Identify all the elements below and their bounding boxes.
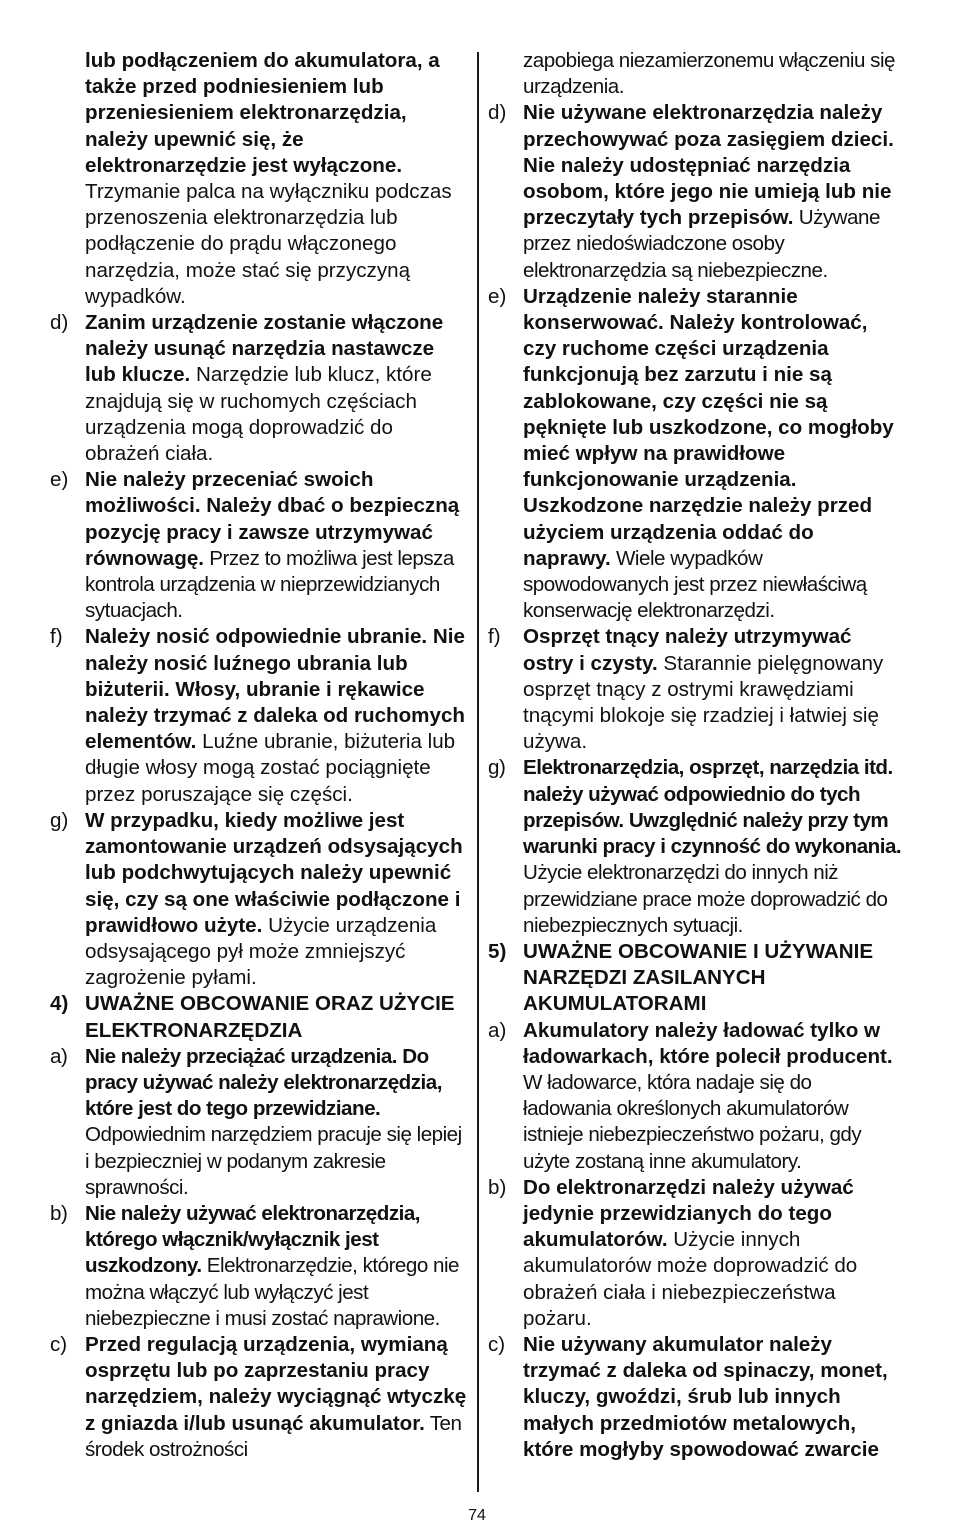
item-text: Ten środek ostrożności: [85, 1411, 462, 1461]
section-number: 5): [488, 939, 507, 963]
item-text: Używane przez niedoświadczone osoby elektronarzędzia są niebezpieczne.: [523, 206, 880, 282]
left-item-f: [50, 624, 468, 807]
left-continuation: [50, 48, 468, 310]
item-bold-text: Osprzęt tnący należy utrzymywać ostry i czysty.: [523, 625, 852, 675]
item-bold-text: Nie używane elektronarzędzia należy przechowywać poza zasięgiem dzieci. Nie należy udostępniać narzędzia osobom, które jego nie umieją lub nie przeczytały tych przepisów.: [523, 101, 894, 230]
right-item-d: [488, 100, 904, 283]
item-text: W ładowarce, która nadaje się do ładowania określonych akumulatorów istnieje niebezpieczeństwo pożaru, gdy użyte zostaną inne akumulatory.: [523, 1070, 862, 1173]
item-label: e): [50, 468, 69, 492]
item-label: f): [488, 625, 501, 649]
item-bold-text: Nie należy przeciążać urządzenia. Do pracy używać należy elektronarzędzia, które jest do tego przewidziane.: [85, 1044, 442, 1121]
item-label: d): [50, 311, 69, 335]
left-item-a: [50, 1044, 468, 1201]
right-item-f: [488, 624, 904, 755]
item-text: Narzędzie lub klucz, które znajdują się w ruchomych częściach urządzenia mogą doprowadzić do obrażeń ciała.: [85, 363, 432, 466]
left-item-b: [50, 1201, 468, 1332]
item-label: b): [50, 1201, 68, 1225]
item-bold-text: lub podłączeniem do akumulatora, a także przed podniesieniem lub przeniesieniem elektronarzędzia, należy upewnić się, że elektronarzędzie jest wyłączone.: [85, 49, 440, 177]
section-title: UWAŻNE OBCOWANIE I UŻYWANIE NARZĘDZI ZASILANYCH AKUMULATORAMI: [523, 939, 874, 1016]
item-text: zapobiega niezamierzonemu włączeniu się urządzenia.: [523, 49, 896, 99]
item-bold-text: W przypadku, kiedy możliwe jest zamontowanie urządzeń odsysających lub podchwytujących należy upewnić się, czy są one właściwie podłączone i prawidłowo użyte.: [85, 808, 463, 937]
item-label: d): [488, 101, 507, 125]
right-item-b: [488, 1175, 904, 1332]
item-text: Odpowiednim narzędziem pracuje się lepiej i bezpieczniej w podanym zakresie sprawności.: [85, 1123, 462, 1199]
item-label: f): [50, 625, 63, 649]
section-title: UWAŻNE OBCOWANIE ORAZ UŻYCIE ELEKTRONARZĘDZIA: [85, 992, 455, 1042]
item-bold-text: Urządzenie należy starannie konserwować. Należy kontrolować, czy ruchome części urządzenia funkcjonują bez zarzutu i nie są zablokowane, czy części nie są pęknięte lub uszkodzone, co mogłoby mieć wpływ na prawidłowe funkcjonowanie urządzenia. Uszkodzone narzędzie należy przed użyciem urządzenia oddać do naprawy.: [523, 284, 894, 570]
section-5-heading: [488, 939, 904, 1018]
item-bold-text: Elektronarzędzia, osprzęt, narzędzia itd. należy używać odpowiednio do tych przepisów. Uwzględnić należy przy tym warunki pracy i czynność do wykonania.: [523, 756, 902, 859]
item-label: b): [488, 1175, 507, 1199]
left-item-g: [50, 808, 468, 991]
item-text: Użycie elektronarzędzi do innych niż przewidziane prace może doprowadzić do niebezpiecznych sytuacji.: [523, 861, 888, 937]
right-item-g: [488, 755, 904, 938]
item-bold-text: Do elektronarzędzi należy używać jedynie przewidzianych do tego akumulatorów.: [523, 1175, 854, 1252]
item-text: Elektronarzędzie, którego nie można włączyć lub wyłączyć jest niebezpieczne i musi zostać naprawione.: [85, 1254, 459, 1330]
right-item-e: [488, 284, 904, 625]
item-text: Luźne ubranie, biżuteria lub długie włosy mogą zostać pociągnięte przez poruszające się części.: [85, 730, 456, 806]
item-bold-text: Należy nosić odpowiednie ubranie. Nie należy nosić luźnego ubrania lub biżuterii. Włosy, ubranie i rękawice należy trzymać z daleka od ruchomych elementów.: [85, 625, 465, 754]
section-4-heading: [50, 991, 468, 1043]
item-bold-text: Przed regulacją urządzenia, wymianą osprzętu lub po zaprzestaniu pracy narzędziem, należy wyciągnąć wtyczkę z gniazda i/lub usunąć akumulator.: [85, 1332, 467, 1435]
section-number: 4): [50, 992, 69, 1016]
page-number: 74: [468, 1507, 486, 1524]
item-bold-text: Nie używany akumulator należy trzymać z daleka od spinaczy, monet, kluczy, gwoździ, śrub lub innych małych przedmiotów metalowych, które mogłyby spowodować zwarcie: [523, 1332, 888, 1461]
left-item-e: [50, 467, 468, 624]
column-divider: [477, 52, 479, 1492]
item-label: c): [488, 1332, 506, 1356]
item-bold-text: Nie należy przeceniać swoich możliwości. Należy dbać o bezpieczną pozycję pracy i zawsze utrzymywać równowagę.: [85, 468, 460, 570]
item-text: Użycie urządzenia odsysającego pył może zmniejszyć zagrożenie pyłami.: [85, 913, 437, 990]
item-label: g): [488, 756, 506, 780]
right-continuation: [488, 48, 904, 100]
item-label: a): [488, 1018, 507, 1042]
right-item-a: [488, 1018, 904, 1175]
right-column: [488, 48, 904, 1463]
item-text: Starannie pielęgnowany osprzęt tnący z ostrymi krawędziami tnącymi blokoje się rzadziej i łatwiej się używa.: [523, 651, 884, 754]
left-column: [50, 48, 468, 1463]
item-label: c): [50, 1332, 68, 1356]
item-label: a): [50, 1044, 68, 1068]
item-bold-text: Nie należy używać elektronarzędzia, którego włącznik/wyłącznik jest uszkodzony.: [85, 1201, 421, 1278]
item-bold-text: Zanim urządzenie zostanie włączone należy usunąć narzędzia nastawcze lub klucze.: [85, 311, 444, 387]
right-item-c: [488, 1332, 904, 1463]
item-text: Trzymanie palca na wyłączniku podczas przenoszenia elektronarzędzia lub podłączenie do prądu włączonego narzędzia, może stać się przyczyną wypadków.: [85, 180, 452, 308]
left-item-d: [50, 310, 468, 467]
item-bold-text: Akumulatory należy ładować tylko w ładowarkach, które polecił producent.: [523, 1018, 893, 1068]
item-label: e): [488, 284, 507, 308]
item-text: Przez to możliwa jest lepsza kontrola urządzenia w nieprzewidzianych sytuacjach.: [85, 546, 454, 623]
item-label: g): [50, 808, 69, 832]
item-text: Wiele wypadków spowodowanych jest przez niewłaściwą konserwację elektronarzędzi.: [523, 546, 867, 623]
item-text: Użycie innych akumulatorów może doprowadzić do obrażeń ciała i niebezpieczeństwa pożaru.: [523, 1228, 858, 1330]
left-item-c: [50, 1332, 468, 1463]
